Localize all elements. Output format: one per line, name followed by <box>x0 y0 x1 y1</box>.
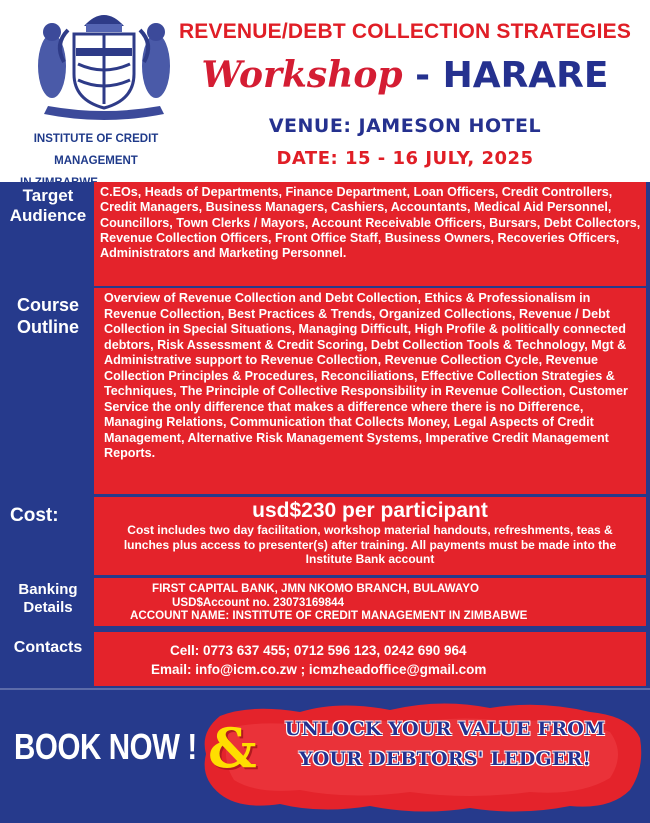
contacts-section <box>4 632 646 686</box>
institute-name-line1: INSTITUTE OF CREDIT MANAGEMENT <box>33 133 159 167</box>
cost-body <box>94 497 646 575</box>
bank-account-number: USD$Account no. 23073169844 <box>172 595 345 609</box>
target-audience-section <box>4 182 646 286</box>
banking-label-line2: Details <box>23 599 73 616</box>
course-outline-text: Overview of Revenue Collection and Debt Collection, Ethics & Professionalism in Revenue Collection, Best Practices & Trends, Organized Collections, Revenue / Debt Collection in Special Situations, Managing Difficult, High Profile & politically connected debtors, Risk Assessment & Credit Scoring, Debt Collection Tools & Technology, Mgt & Administrative support to Revenue Collection, Revenue Collection Cycle, Revenue Collection Principles & Procedures, Reconciliations, Effective Collection Strategies & Techniques, The Principle of Collective Responsibility in Revenue Collection, Customer Service the only difference that makes a difference where there is no Difference, Managing Relations, Communication that Collects Money, Legal Aspects of Credit Management, Alternative Risk Management Systems, Imperative Credit Management Reports. <box>94 288 646 494</box>
target-audience-text: C.EOs, Heads of Departments, Finance Department, Loan Officers, Credit Controllers, Credit Managers, Business Managers, Cashiers, Accountants, Medical Aid Personnel, Councillors, Town Clerks / Mayors, Account Receivable Officers, Bursars, Debt Collectors, Revenue Collection Officers, Front Office Staff, Business Owners, Recoveries Officers, Administrators and Marketing Personnel. <box>94 182 646 286</box>
cost-price: usd$230 per participant <box>252 499 488 522</box>
workshop-city: HARARE <box>442 55 609 96</box>
course-outline-section <box>4 288 646 494</box>
cost-label: Cost: <box>10 505 59 526</box>
cost-section <box>4 497 646 575</box>
workshop-heading <box>160 54 650 96</box>
footer-banner <box>0 688 650 823</box>
banking-section <box>4 578 646 626</box>
target-label-line2: Audience <box>9 206 87 225</box>
tagline-line1: UNLOCK YOUR VALUE FROM <box>284 718 606 740</box>
cost-note: Cost includes two day facilitation, workshop material handouts, refreshments, teas & lunches plus access to presenter(s) after training. All payments must be made into the Institute Bank account <box>123 523 617 566</box>
workshop-word: Workshop <box>201 54 403 96</box>
ampersand: & <box>208 716 257 780</box>
course-outline-label <box>4 294 92 338</box>
banking-label <box>4 581 92 617</box>
target-label-line1: Target <box>22 186 74 205</box>
venue: VENUE: JAMESON HOTEL <box>268 115 542 137</box>
tagline <box>246 714 644 774</box>
header <box>0 0 650 182</box>
banking-body <box>94 578 646 626</box>
target-audience-label <box>4 186 92 226</box>
course-label-line1: Course <box>16 295 79 315</box>
tagline-line2: YOUR DEBTORS' LEDGER! <box>298 748 592 770</box>
workshop-separator: - <box>402 55 443 96</box>
workshop-title: REVENUE/DEBT COLLECTION STRATEGIES <box>178 20 632 43</box>
workshop-date: DATE: 15 - 16 JULY, 2025 <box>276 148 534 169</box>
book-now-button[interactable]: BOOK NOW ! <box>14 726 197 767</box>
course-label-line2: Outline <box>17 317 79 337</box>
contacts-body <box>94 632 646 686</box>
contacts-label: Contacts <box>13 639 83 656</box>
banking-label-line1: Banking <box>18 581 78 598</box>
footer-divider <box>0 688 650 690</box>
contact-phone[interactable]: Cell: 0773 637 455; 0712 596 123, 0242 690 964 <box>170 643 467 658</box>
bank-account-name: ACCOUNT NAME: INSTITUTE OF CREDIT MANAGEMENT IN ZIMBABWE <box>130 609 528 623</box>
content-panel <box>0 182 650 688</box>
bank-name: FIRST CAPITAL BANK, JMN NKOMO BRANCH, BULAWAYO <box>152 582 479 595</box>
contact-email[interactable]: Email: info@icm.co.zw ; icmzheadoffice@gmail.com <box>151 662 487 677</box>
